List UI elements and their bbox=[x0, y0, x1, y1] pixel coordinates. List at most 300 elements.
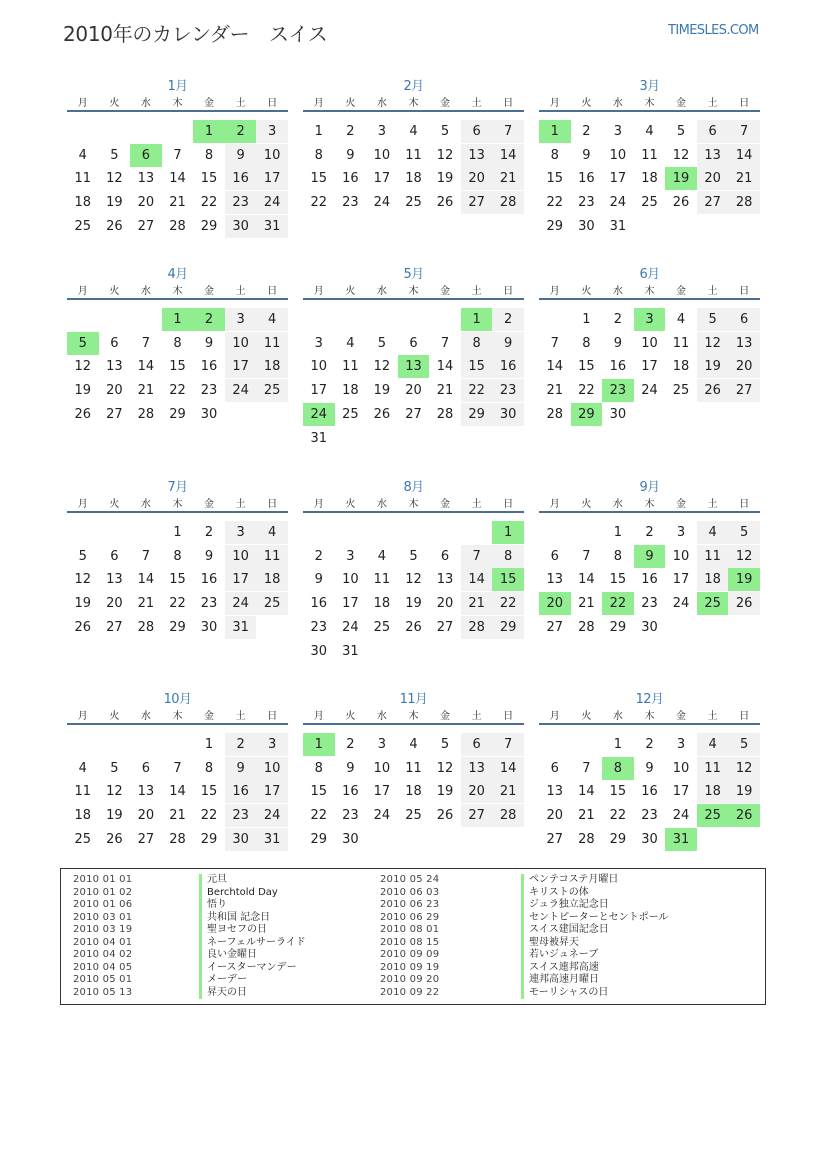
weekday-label: 土 bbox=[471, 98, 482, 109]
holiday-name: スイス連邦高速 bbox=[521, 962, 599, 975]
day-cell: 23 bbox=[200, 383, 218, 399]
holiday-name: セントピーターとセントポール bbox=[521, 912, 668, 925]
day-cell: 1 bbox=[582, 312, 591, 327]
day-cell: 16 bbox=[641, 784, 658, 800]
day-cell: 20 bbox=[697, 167, 729, 190]
day-cell: 21 bbox=[578, 808, 595, 824]
day-cell: 4 bbox=[409, 124, 418, 139]
holiday-date: 2010 08 15 bbox=[380, 936, 440, 948]
header-rule bbox=[539, 511, 760, 513]
day-cell: 2 bbox=[225, 733, 257, 756]
weekday-label: 月 bbox=[549, 711, 560, 722]
day-cell: 14 bbox=[728, 144, 760, 167]
weekday-label: 木 bbox=[644, 711, 655, 722]
month-title: 11月 bbox=[399, 692, 428, 707]
day-cell: 16 bbox=[492, 355, 524, 378]
day-cell: 4 bbox=[256, 521, 288, 544]
day-cell: 3 bbox=[225, 521, 257, 544]
day-cell: 16 bbox=[641, 572, 658, 588]
holiday-date: 2010 09 22 bbox=[380, 986, 440, 998]
day-cell: 30 bbox=[225, 215, 257, 238]
weekday-label: 水 bbox=[612, 286, 623, 297]
holiday-name: ペンテコステ月曜日 bbox=[521, 874, 618, 887]
day-cell: 11 bbox=[405, 147, 422, 163]
day-cell: 31 bbox=[310, 430, 328, 446]
day-cell: 2 bbox=[225, 120, 257, 143]
day-cell: 16 bbox=[200, 572, 218, 588]
month-title: 3月 bbox=[639, 79, 660, 94]
day-cell: 8 bbox=[204, 760, 214, 776]
site-logo-text[interactable]: TIMESLES.COM bbox=[668, 23, 759, 38]
day-cell: 24 bbox=[225, 592, 257, 615]
day-cell: 21 bbox=[137, 383, 155, 399]
day-cell: 23 bbox=[578, 195, 595, 211]
day-cell: 3 bbox=[346, 548, 355, 564]
day-cell: 9 bbox=[582, 147, 591, 163]
day-cell: 21 bbox=[461, 592, 493, 615]
day-cell: 22 bbox=[461, 379, 493, 402]
day-cell: 10 bbox=[373, 147, 391, 163]
day-cell: 19 bbox=[697, 355, 729, 378]
day-cell: 19 bbox=[373, 383, 391, 399]
header-rule bbox=[539, 110, 760, 112]
day-cell: 4 bbox=[256, 308, 288, 331]
day-cell: 17 bbox=[256, 780, 288, 803]
day-cell: 27 bbox=[546, 619, 564, 635]
day-cell: 24 bbox=[641, 383, 658, 399]
day-cell: 29 bbox=[609, 831, 627, 847]
day-cell: 10 bbox=[672, 760, 690, 776]
day-cell: 31 bbox=[342, 643, 359, 659]
day-cell: 26 bbox=[405, 619, 422, 635]
day-cell: 6 bbox=[697, 120, 729, 143]
day-cell: 2 bbox=[204, 525, 214, 540]
holiday-date: 2010 05 13 bbox=[73, 986, 133, 998]
day-cell: 12 bbox=[405, 572, 422, 588]
day-cell: 28 bbox=[492, 191, 524, 214]
day-cell: 9 bbox=[204, 548, 214, 564]
day-cell: 24 bbox=[303, 403, 335, 426]
weekday-label: 木 bbox=[172, 286, 183, 297]
day-cell: 17 bbox=[609, 171, 627, 187]
weekday-label: 水 bbox=[376, 711, 387, 722]
day-cell: 29 bbox=[169, 406, 186, 422]
holiday-date: 2010 09 09 bbox=[380, 949, 440, 960]
day-cell: 1 bbox=[613, 525, 623, 540]
day-cell: 1 bbox=[303, 733, 335, 756]
day-cell: 27 bbox=[106, 406, 123, 422]
day-cell: 25 bbox=[342, 406, 359, 422]
weekday-label: 水 bbox=[140, 711, 151, 722]
weekday-label: 火 bbox=[581, 286, 592, 297]
day-cell: 7 bbox=[728, 120, 760, 143]
day-cell: 27 bbox=[405, 406, 422, 422]
day-cell: 16 bbox=[225, 167, 257, 190]
day-cell: 14 bbox=[578, 572, 595, 588]
day-cell: 5 bbox=[728, 733, 760, 756]
holiday-name: キリストの体 bbox=[521, 887, 589, 900]
day-cell: 27 bbox=[461, 191, 493, 214]
holiday-date: 2010 04 05 bbox=[73, 961, 133, 973]
day-cell: 1 bbox=[173, 525, 182, 540]
day-cell: 12 bbox=[728, 757, 760, 780]
day-cell: 29 bbox=[310, 831, 328, 847]
day-cell: 27 bbox=[106, 619, 123, 635]
day-cell: 15 bbox=[609, 784, 627, 800]
day-cell: 18 bbox=[641, 171, 658, 187]
day-cell: 25 bbox=[405, 808, 422, 824]
day-cell: 13 bbox=[106, 359, 123, 375]
day-cell: 7 bbox=[582, 548, 591, 564]
day-cell: 11 bbox=[342, 359, 359, 375]
day-cell: 11 bbox=[74, 784, 92, 800]
day-cell: 30 bbox=[641, 619, 658, 635]
day-cell: 3 bbox=[676, 525, 686, 540]
day-cell: 8 bbox=[461, 332, 493, 355]
day-cell: 31 bbox=[225, 616, 257, 639]
day-cell: 24 bbox=[672, 596, 690, 612]
day-cell: 12 bbox=[672, 147, 690, 163]
day-cell: 20 bbox=[137, 808, 155, 824]
day-cell: 1 bbox=[492, 521, 524, 544]
holiday-date: 2010 03 01 bbox=[73, 911, 133, 923]
day-cell: 10 bbox=[310, 359, 328, 375]
weekday-label: 火 bbox=[109, 499, 120, 510]
day-cell: 6 bbox=[550, 548, 559, 564]
day-cell: 5 bbox=[697, 308, 729, 331]
month-title: 1月 bbox=[167, 79, 188, 94]
day-cell: 23 bbox=[225, 804, 257, 827]
day-cell: 13 bbox=[106, 572, 123, 588]
day-cell: 13 bbox=[546, 572, 564, 588]
day-cell: 22 bbox=[169, 596, 186, 612]
day-cell: 1 bbox=[314, 124, 323, 139]
day-cell: 12 bbox=[74, 359, 92, 375]
day-cell: 19 bbox=[74, 596, 92, 612]
day-cell: 9 bbox=[225, 757, 257, 780]
day-cell: 6 bbox=[550, 760, 559, 776]
day-cell: 15 bbox=[461, 355, 493, 378]
day-cell: 20 bbox=[106, 596, 123, 612]
weekday-label: 木 bbox=[408, 286, 419, 297]
day-cell: 17 bbox=[225, 355, 257, 378]
day-cell: 30 bbox=[492, 403, 524, 426]
month-title: 9月 bbox=[639, 480, 660, 495]
weekday-label: 土 bbox=[235, 286, 246, 297]
day-cell: 14 bbox=[492, 757, 524, 780]
day-cell: 15 bbox=[546, 171, 564, 187]
page-title: 2010年のカレンダー スイス bbox=[63, 22, 328, 46]
weekday-label: 水 bbox=[612, 711, 623, 722]
day-cell: 28 bbox=[578, 619, 595, 635]
weekday-label: 日 bbox=[739, 286, 750, 297]
weekday-label: 火 bbox=[581, 499, 592, 510]
holiday-date: 2010 03 19 bbox=[73, 924, 133, 935]
day-cell: 29 bbox=[461, 403, 493, 426]
day-cell: 8 bbox=[314, 147, 323, 163]
day-cell: 20 bbox=[106, 383, 123, 399]
day-cell: 22 bbox=[310, 808, 328, 824]
holiday-name: 聖ヨセフの日 bbox=[199, 924, 267, 937]
weekday-label: 月 bbox=[77, 499, 88, 510]
day-cell: 19 bbox=[728, 568, 760, 591]
day-cell: 19 bbox=[106, 808, 123, 824]
holiday-name: 昇天の日 bbox=[199, 987, 247, 1000]
holiday-date: 2010 04 02 bbox=[73, 949, 133, 960]
day-cell: 29 bbox=[609, 619, 627, 635]
day-cell: 13 bbox=[728, 332, 760, 355]
weekday-label: 土 bbox=[707, 286, 718, 297]
weekday-label: 土 bbox=[707, 499, 718, 510]
weekday-label: 火 bbox=[109, 286, 120, 297]
day-cell: 23 bbox=[492, 379, 524, 402]
day-cell: 30 bbox=[200, 406, 218, 422]
day-cell: 4 bbox=[346, 335, 355, 351]
day-cell: 25 bbox=[74, 831, 92, 847]
day-cell: 23 bbox=[200, 596, 218, 612]
day-cell: 31 bbox=[665, 828, 697, 851]
day-cell: 9 bbox=[346, 760, 355, 776]
weekday-label: 水 bbox=[612, 98, 623, 109]
day-cell: 19 bbox=[436, 171, 454, 187]
day-cell: 4 bbox=[409, 737, 418, 752]
day-cell: 2 bbox=[645, 525, 654, 540]
weekday-label: 水 bbox=[376, 286, 387, 297]
holiday-name: モーリシャスの日 bbox=[521, 987, 608, 1000]
month-title: 8月 bbox=[403, 480, 424, 495]
day-cell: 20 bbox=[461, 167, 493, 190]
day-cell: 27 bbox=[461, 804, 493, 827]
weekday-label: 水 bbox=[376, 499, 387, 510]
day-cell: 21 bbox=[492, 167, 524, 190]
day-cell: 30 bbox=[310, 643, 328, 659]
day-cell: 7 bbox=[461, 545, 493, 568]
day-cell: 11 bbox=[373, 572, 391, 588]
day-cell: 26 bbox=[436, 195, 454, 211]
day-cell: 29 bbox=[492, 616, 524, 639]
day-cell: 17 bbox=[225, 568, 257, 591]
day-cell: 4 bbox=[78, 760, 87, 776]
day-cell: 13 bbox=[461, 757, 493, 780]
holiday-list bbox=[60, 868, 766, 1005]
day-cell: 31 bbox=[609, 218, 627, 234]
day-cell: 23 bbox=[225, 191, 257, 214]
day-cell: 23 bbox=[641, 596, 658, 612]
day-cell: 9 bbox=[314, 572, 323, 588]
day-cell: 13 bbox=[137, 171, 155, 187]
day-cell: 22 bbox=[602, 592, 634, 615]
day-cell: 22 bbox=[169, 383, 186, 399]
day-cell: 5 bbox=[67, 332, 99, 355]
holiday-name: 聖母被昇天 bbox=[521, 937, 579, 950]
day-cell: 21 bbox=[546, 383, 564, 399]
weekday-label: 月 bbox=[77, 286, 88, 297]
weekday-label: 金 bbox=[676, 98, 687, 109]
day-cell: 11 bbox=[697, 757, 729, 780]
day-cell: 1 bbox=[204, 737, 214, 752]
day-cell: 15 bbox=[609, 572, 627, 588]
day-cell: 6 bbox=[461, 733, 493, 756]
weekday-label: 日 bbox=[503, 286, 514, 297]
day-cell: 24 bbox=[373, 195, 391, 211]
day-cell: 30 bbox=[609, 406, 627, 422]
day-cell: 7 bbox=[141, 335, 151, 351]
month-title: 5月 bbox=[403, 267, 424, 282]
day-cell: 5 bbox=[676, 124, 686, 139]
day-cell: 8 bbox=[582, 335, 591, 351]
day-cell: 9 bbox=[204, 335, 214, 351]
header-rule bbox=[539, 723, 760, 725]
day-cell: 23 bbox=[342, 195, 359, 211]
weekday-label: 日 bbox=[267, 98, 278, 109]
day-cell: 12 bbox=[74, 572, 92, 588]
weekday-label: 土 bbox=[707, 98, 718, 109]
day-cell: 17 bbox=[256, 167, 288, 190]
weekday-label: 土 bbox=[235, 499, 246, 510]
weekday-label: 月 bbox=[313, 711, 324, 722]
day-cell: 9 bbox=[634, 545, 666, 568]
holiday-name: 良い金曜日 bbox=[199, 949, 257, 962]
day-cell: 6 bbox=[141, 760, 151, 776]
weekday-label: 金 bbox=[676, 286, 687, 297]
day-cell: 14 bbox=[169, 171, 186, 187]
header-rule bbox=[539, 298, 760, 300]
day-cell: 4 bbox=[78, 147, 87, 163]
day-cell: 10 bbox=[672, 548, 690, 564]
day-cell: 29 bbox=[200, 831, 218, 847]
day-cell: 20 bbox=[137, 195, 155, 211]
holiday-name: 悟り bbox=[199, 899, 227, 912]
day-cell: 12 bbox=[436, 760, 454, 776]
day-cell: 11 bbox=[672, 335, 690, 351]
day-cell: 18 bbox=[405, 784, 422, 800]
weekday-label: 火 bbox=[345, 711, 356, 722]
day-cell: 7 bbox=[492, 120, 524, 143]
weekday-label: 月 bbox=[549, 98, 560, 109]
header-rule bbox=[303, 723, 524, 725]
day-cell: 27 bbox=[546, 831, 564, 847]
month-title: 10月 bbox=[163, 692, 192, 707]
day-cell: 30 bbox=[225, 828, 257, 851]
weekday-label: 水 bbox=[612, 499, 623, 510]
day-cell: 21 bbox=[137, 596, 155, 612]
day-cell: 28 bbox=[137, 619, 155, 635]
day-cell: 26 bbox=[74, 406, 92, 422]
weekday-label: 土 bbox=[235, 711, 246, 722]
day-cell: 20 bbox=[546, 808, 564, 824]
day-cell: 15 bbox=[492, 568, 524, 591]
day-cell: 29 bbox=[571, 403, 603, 426]
day-cell: 4 bbox=[697, 521, 729, 544]
weekday-label: 月 bbox=[77, 98, 88, 109]
day-cell: 29 bbox=[169, 619, 186, 635]
day-cell: 11 bbox=[256, 545, 288, 568]
day-cell: 5 bbox=[78, 548, 87, 564]
day-cell: 31 bbox=[256, 828, 288, 851]
day-cell: 2 bbox=[314, 548, 323, 564]
holiday-date: 2010 05 24 bbox=[380, 874, 440, 885]
weekday-label: 木 bbox=[644, 286, 655, 297]
day-cell: 17 bbox=[373, 784, 391, 800]
header-rule bbox=[67, 511, 288, 513]
weekday-label: 月 bbox=[77, 711, 88, 722]
day-cell: 5 bbox=[728, 521, 760, 544]
weekday-label: 月 bbox=[313, 286, 324, 297]
holiday-name: イースターマンデー bbox=[199, 962, 297, 975]
weekday-label: 木 bbox=[644, 98, 655, 109]
holiday-date: 2010 01 01 bbox=[73, 874, 133, 885]
day-cell: 10 bbox=[225, 332, 257, 355]
day-cell: 30 bbox=[578, 218, 595, 234]
day-cell: 30 bbox=[200, 619, 218, 635]
day-cell: 8 bbox=[173, 548, 182, 564]
day-cell: 10 bbox=[373, 760, 391, 776]
day-cell: 24 bbox=[342, 619, 359, 635]
weekday-label: 水 bbox=[140, 286, 151, 297]
day-cell: 22 bbox=[609, 808, 627, 824]
day-cell: 28 bbox=[436, 406, 454, 422]
day-cell: 26 bbox=[672, 195, 690, 211]
weekday-label: 日 bbox=[503, 499, 514, 510]
day-cell: 1 bbox=[193, 120, 225, 143]
day-cell: 24 bbox=[256, 804, 288, 827]
weekday-label: 水 bbox=[376, 98, 387, 109]
day-cell: 20 bbox=[436, 596, 454, 612]
day-cell: 16 bbox=[342, 171, 359, 187]
day-cell: 5 bbox=[377, 335, 387, 351]
day-cell: 14 bbox=[137, 572, 155, 588]
day-cell: 26 bbox=[106, 218, 123, 234]
weekday-label: 木 bbox=[644, 499, 655, 510]
day-cell: 15 bbox=[169, 572, 186, 588]
day-cell: 17 bbox=[310, 383, 328, 399]
day-cell: 2 bbox=[613, 312, 623, 327]
day-cell: 25 bbox=[74, 218, 92, 234]
day-cell: 25 bbox=[697, 592, 729, 615]
header-rule bbox=[67, 723, 288, 725]
day-cell: 18 bbox=[373, 596, 391, 612]
day-cell: 5 bbox=[440, 737, 450, 752]
day-cell: 28 bbox=[169, 218, 186, 234]
day-cell: 1 bbox=[461, 308, 493, 331]
holiday-date: 2010 05 01 bbox=[73, 974, 133, 985]
day-cell: 23 bbox=[602, 379, 634, 402]
day-cell: 18 bbox=[342, 383, 359, 399]
day-cell: 7 bbox=[492, 733, 524, 756]
day-cell: 28 bbox=[461, 616, 493, 639]
day-cell: 22 bbox=[578, 383, 595, 399]
weekday-label: 木 bbox=[408, 98, 419, 109]
header-rule bbox=[303, 298, 524, 300]
day-cell: 13 bbox=[697, 144, 729, 167]
day-cell: 3 bbox=[314, 335, 323, 351]
holiday-date: 2010 09 19 bbox=[380, 961, 440, 973]
day-cell: 2 bbox=[492, 308, 524, 331]
day-cell: 28 bbox=[492, 804, 524, 827]
day-cell: 1 bbox=[539, 120, 571, 143]
day-cell: 7 bbox=[582, 760, 591, 776]
day-cell: 6 bbox=[461, 120, 493, 143]
day-cell: 28 bbox=[546, 406, 564, 422]
day-cell: 14 bbox=[436, 359, 454, 375]
day-cell: 18 bbox=[74, 808, 92, 824]
day-cell: 8 bbox=[492, 545, 524, 568]
day-cell: 25 bbox=[672, 383, 690, 399]
day-cell: 3 bbox=[225, 308, 257, 331]
weekday-label: 金 bbox=[440, 286, 451, 297]
day-cell: 15 bbox=[169, 359, 186, 375]
weekday-label: 金 bbox=[440, 499, 451, 510]
